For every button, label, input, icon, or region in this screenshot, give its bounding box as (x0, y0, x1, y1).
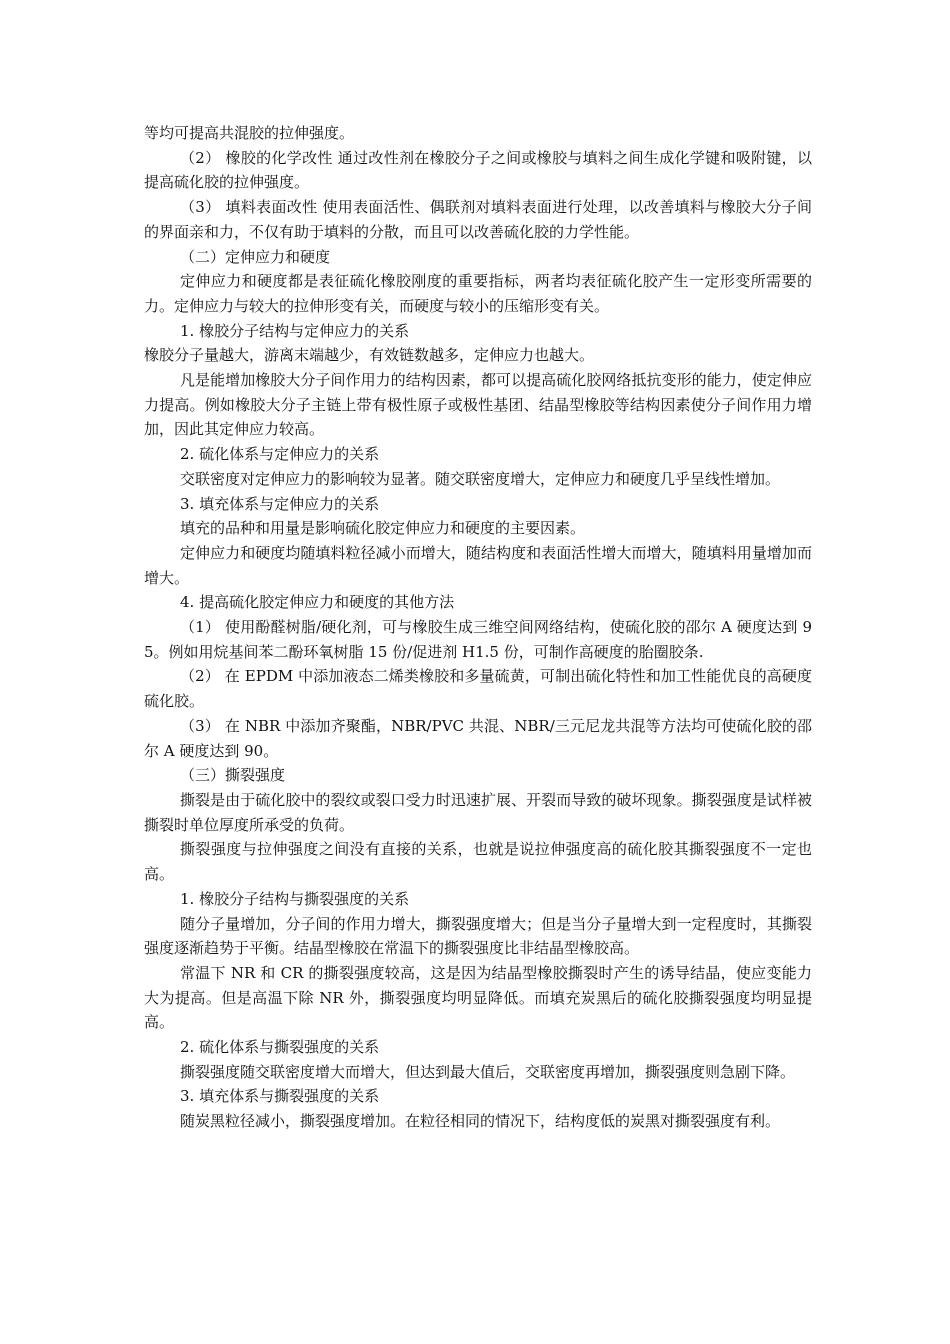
subsection-heading: 2. 硫化体系与撕裂强度的关系 (180, 1038, 380, 1057)
paragraph: 定伸应力和硬度都是表征硫化橡胶刚度的重要指标，两者均表征硫化胶产生一定形变所需要的力。定伸应力与较大的拉伸形变有关，而硬度与较小的压缩形变有关。 (144, 272, 812, 315)
paragraph: 定伸应力和硬度均随填料粒径减小而增大，随结构度和表面活性增大而增大，随填料用量增加而增大。 (144, 543, 812, 587)
paragraph: 凡是能增加橡胶大分子间作用力的结构因素，都可以提高硫化胶网络抵抗变形的能力，使定伸应力提高。例如橡胶大分子主链上带有极性原子或极性基团、结晶型橡胶等结构因素使分子间作用力增加，因此其定伸应力较高。 (144, 371, 812, 439)
paragraph: 等均可提高共混胶的拉伸强度。 (144, 124, 355, 142)
section-heading: （二）定伸应力和硬度 (180, 247, 331, 266)
subsection-heading: 2. 硫化体系与定伸应力的关系 (180, 445, 380, 464)
paragraph: 随分子量增加，分子间的作用力增大，撕裂强度增大；但是当分子量增大到一定程度时，其撕裂强度逐渐趋势于平衡。结晶型橡胶在常温下的撕裂强度比非结晶型橡胶高。 (144, 914, 812, 958)
subsection-heading: 1. 橡胶分子结构与撕裂强度的关系 (180, 889, 410, 908)
paragraph: （1） 使用酚醛树脂/硬化剂，可与橡胶生成三维空间网络结构，使硫化胶的邵尔 A 硬度达到 95。例如用烷基间苯二酚环氧树脂 15 份/促进剂 H1.5 份，可制作高硬度的胎圈胶条. (144, 618, 812, 661)
paragraph: 橡胶分子量越大，游离末端越少，有效链数越多，定伸应力也越大。 (144, 346, 595, 365)
section-heading: （三）撕裂强度 (180, 766, 286, 785)
subsection-heading: 3. 填充体系与撕裂强度的关系 (180, 1087, 380, 1106)
subsection-heading: 3. 填充体系与定伸应力的关系 (180, 494, 380, 513)
document-body (144, 121, 812, 1134)
paragraph: 常温下 NR 和 CR 的撕裂强度较高，这是因为结晶型橡胶撕裂时产生的诱导结晶，使应变能力大为提高。但是高温下除 NR 外，撕裂强度均明显降低。而填充炭黑后的硫化胶撕裂强度均明显提高。 (144, 963, 812, 1032)
paragraph: 填充的品种和用量是影响硫化胶定伸应力和硬度的主要因素。 (180, 519, 586, 538)
paragraph: （3） 在 NBR 中添加齐聚酯，NBR/PVC 共混、NBR/三元尼龙共混等方法均可使硫化胶的邵尔 A 硬度达到 90。 (144, 716, 812, 760)
paragraph: 撕裂强度与拉伸强度之间没有直接的关系，也就是说拉伸强度高的硫化胶其撕裂强度不一定也高。 (144, 840, 812, 884)
subsection-heading: 4. 提高硫化胶定伸应力和硬度的其他方法 (180, 593, 455, 612)
paragraph: （3） 填料表面改性 使用表面活性、偶联剂对填料表面进行处理，以改善填料与橡胶大分子间的界面亲和力，不仅有助于填料的分散，而且可以改善硫化胶的力学性能。 (144, 198, 812, 241)
paragraph: （2） 在 EPDM 中添加液态二烯类橡胶和多量硫黄，可制出硫化特性和加工性能优良的高硬度硫化胶。 (144, 667, 812, 711)
paragraph: 撕裂强度随交联密度增大而增大，但达到最大值后，交联密度再增加，撕裂强度则急剧下降。 (180, 1062, 796, 1081)
paragraph: 随炭黑粒径减小，撕裂强度增加。在粒径相同的情况下，结构度低的炭黑对撕裂强度有利。 (180, 1112, 781, 1131)
subsection-heading: 1. 橡胶分子结构与定伸应力的关系 (180, 321, 410, 340)
paragraph: （2） 橡胶的化学改性 通过改性剂在橡胶分子之间或橡胶与填料之间生成化学键和吸附键，以提高硫化胶的拉伸强度。 (144, 148, 812, 192)
paragraph: 交联密度对定伸应力的影响较为显著。随交联密度增大，定伸应力和硬度几乎呈线性增加。 (180, 469, 781, 488)
paragraph: 撕裂是由于硫化胶中的裂纹或裂口受力时迅速扩展、开裂而导致的破坏现象。撕裂强度是试样被撕裂时单位厚度所承受的负荷。 (144, 790, 812, 834)
